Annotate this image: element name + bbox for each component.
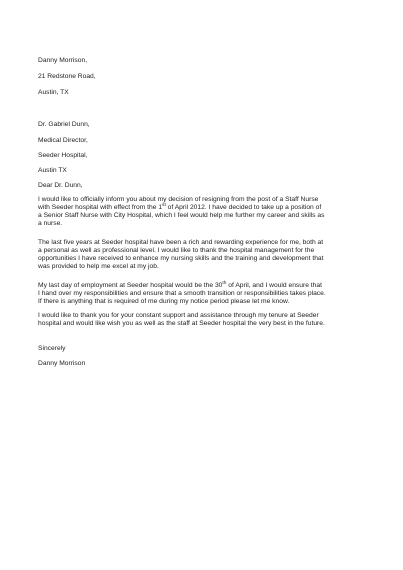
paragraph-line	[38, 282, 368, 290]
sender-city: Austin, TX	[38, 89, 69, 96]
paragraph-line: hospital and would like wish you as well as the staff at Seeder hospital the very best in the future.	[38, 320, 325, 328]
paragraph-line: If there is anything that is required of me during my notice period please let me know.	[38, 298, 290, 306]
signature-name: Danny Morrison	[38, 360, 86, 367]
paragraph-thanks	[38, 312, 368, 328]
paragraph-line	[38, 204, 368, 212]
text-fragment: of April, and I would ensure that	[226, 282, 322, 289]
ordinal-suffix: th	[222, 281, 227, 286]
salutation: Dear Dr. Dunn,	[38, 182, 83, 189]
closing: Sincerely	[38, 345, 66, 352]
paragraph-line: I would like to officially inform you about my decision of resigning from the post of a Staff Nurse	[38, 196, 319, 203]
sender-street: 21 Redstone Road,	[38, 73, 96, 80]
paragraph-gratitude	[38, 239, 368, 271]
paragraph-line: a personal as well as professional level. I would like to thank the hospital management for the	[38, 247, 315, 255]
recipient-organization: Seeder Hospital,	[38, 152, 88, 159]
paragraph-last-day	[38, 282, 368, 306]
text-fragment: with Seeder hospital with effect from the 1	[38, 204, 163, 212]
ordinal-suffix: st	[162, 203, 166, 209]
paragraph-line: a nurse.	[38, 220, 63, 228]
paragraph-line: opportunities I have received to enhance my nursing skills and the training and development that	[38, 255, 324, 263]
recipient-name: Dr. Gabriel Dunn,	[38, 121, 90, 128]
sender-name: Danny Morrison,	[38, 57, 88, 64]
text-fragment: of April 2012. I have decided to take up a position of	[165, 204, 322, 212]
recipient-title: Medical Director,	[38, 137, 88, 144]
paragraph-notice	[38, 196, 368, 228]
recipient-city: Austin TX	[38, 167, 67, 174]
paragraph-line: I would like to thank you for your constant support and assistance through my tenure at Seeder	[38, 312, 319, 319]
paragraph-line: The last five years at Seeder hospital have been a rich and rewarding experience for me, both at	[38, 239, 324, 246]
text-fragment: My last day of employment at Seeder hospital would be the 30	[38, 282, 223, 289]
paragraph-line: a Senior Staff Nurse with City Hospital, which I feel would help me further my career and skills as	[38, 212, 325, 220]
paragraph-line: I hand over my responsibilities and ensure that a smooth transition or responsibilities takes place.	[38, 290, 326, 298]
paragraph-line: was provided to help me excel at my job.	[38, 263, 159, 271]
